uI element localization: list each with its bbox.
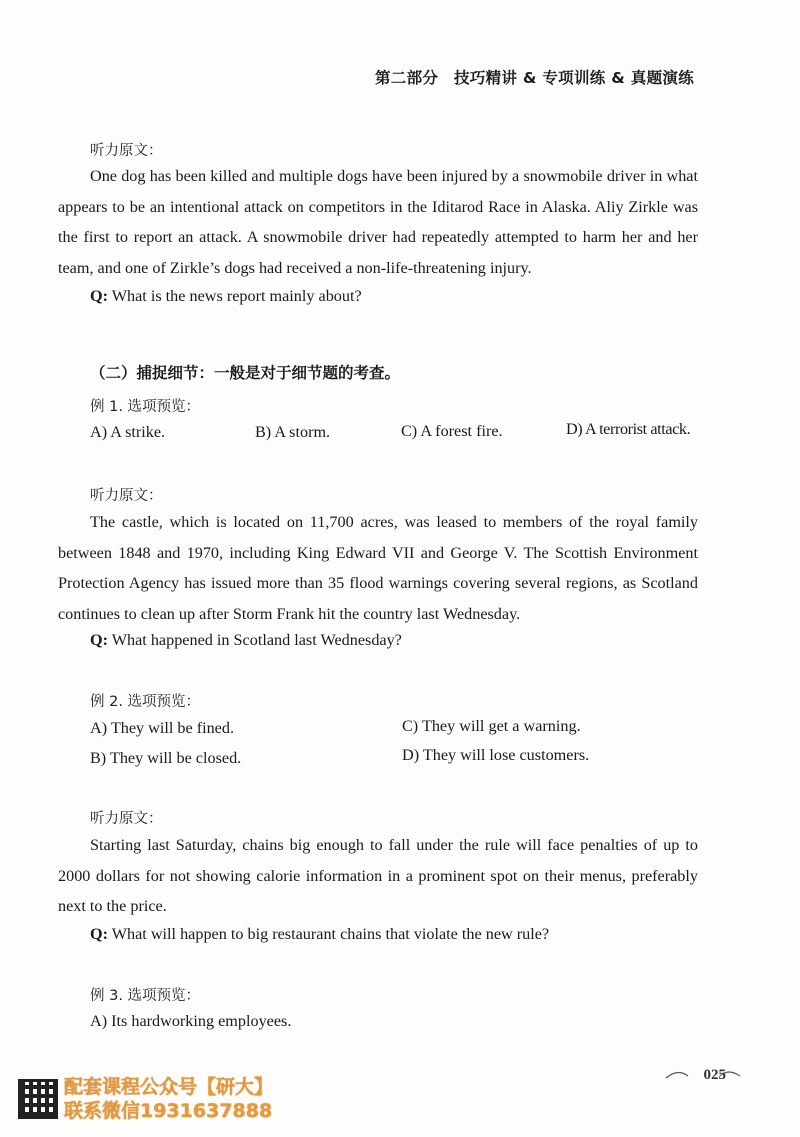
running-header: 第二部分 技巧精讲 & 专项训练 & 真题演练: [374, 69, 694, 87]
question-label: Q:: [90, 925, 108, 943]
question-2: [90, 631, 402, 650]
question-label: Q:: [90, 631, 108, 649]
example-3-label: 例 3. 选项预览：: [90, 988, 201, 1004]
ex1-option-d: D) A terrorist attack.: [566, 420, 691, 438]
transcript-paragraph-1: One dog has been killed and multiple dogs have been injured by a snowmobile driver in what appears to be an intentional attack on competitors in the Iditarod Race in Alaska. Aliy Zirkle was the first to report an attack. A snowmobile driver had repeatedly attempted to harm her and her team, and one of Zirkle’s dogs had received a non-life-threatening injury.: [58, 167, 698, 277]
question-label: Q:: [90, 287, 108, 305]
watermark: [18, 1075, 273, 1123]
question-3: [90, 925, 549, 944]
transcript-paragraph-2: The castle, which is located on 11,700 acres, was leased to members of the royal family between 1848 and 1970, including King Edward VII and George V. The Scottish Environment Protection Agency has issued more than 35 flood warnings covering several regions, as Scotland continues to clean up after Storm Frank hit the country last Wednesday.: [58, 513, 698, 623]
transcript-paragraph-3: Starting last Saturday, chains big enough to fall under the rule will face penalties of up to 2000 dollars for not showing calorie information in a prominent spot on their menus, preferably next to the price.: [58, 836, 698, 915]
question-text: What will happen to big restaurant chains that violate the new rule?: [107, 925, 550, 943]
question-text: What is the news report mainly about?: [107, 287, 362, 305]
transcript-label-3: 听力原文：: [90, 811, 163, 827]
watermark-line-1: 配套课程公众号【研大】: [64, 1076, 274, 1098]
question-text: What happened in Scotland last Wednesday?: [107, 631, 402, 649]
example-1-label: 例 1. 选项预览：: [90, 399, 201, 415]
ex1-option-a: A) A strike.: [90, 423, 166, 441]
question-1: [90, 287, 362, 306]
ex1-option-c: C) A forest fire.: [401, 422, 503, 440]
section-title: （二）捕捉细节：一般是对于细节题的考查。: [90, 364, 401, 382]
page-number: 025: [703, 1067, 726, 1083]
ex2-option-d: D) They will lose customers.: [402, 746, 590, 764]
ex2-option-a: A) They will be fined.: [90, 719, 235, 737]
transcript-label-2: 听力原文：: [90, 488, 163, 504]
ex2-option-b: B) They will be closed.: [90, 749, 242, 767]
example-2-label: 例 2. 选项预览：: [90, 694, 201, 710]
transcript-label-1: 听力原文：: [90, 143, 163, 159]
ex3-option-a: A) Its hardworking employees.: [90, 1012, 292, 1030]
ex2-option-c: C) They will get a warning.: [402, 717, 581, 735]
qr-code-icon: [18, 1079, 58, 1119]
ex1-option-b: B) A storm.: [255, 423, 331, 441]
watermark-line-2: 联系微信1931637888: [64, 1100, 273, 1122]
